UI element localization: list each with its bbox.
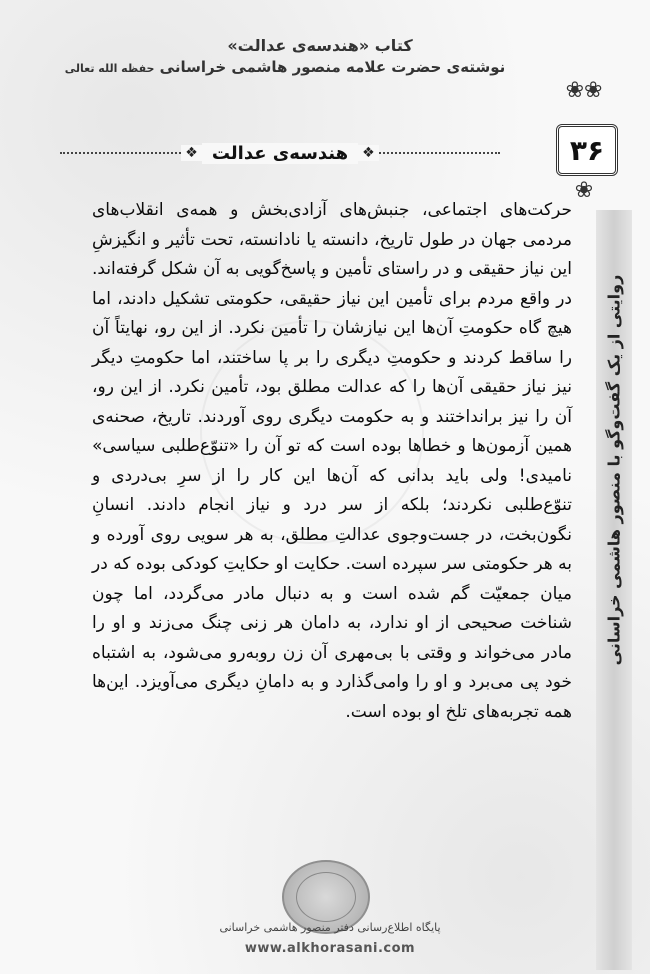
- chapter-header: [60, 138, 500, 168]
- footer-credit: پایگاه اطلاع‌رسانی دفتر منصور هاشمی خراسانی: [219, 921, 441, 934]
- floral-ornament-icon: ❀: [574, 178, 594, 203]
- author-name: نوشته‌ی حضرت علامه منصور هاشمی خراسانی: [159, 58, 506, 76]
- seal-inner-ring: [296, 872, 356, 922]
- ornament-right-icon: ❖: [358, 145, 379, 161]
- running-title: روایتی از یک گفت‌وگو با منصور هاشمی خراسانی: [604, 274, 624, 666]
- floral-ornament-icon: ❀❀: [565, 78, 603, 103]
- honorific: حفظه الله تعالی: [64, 62, 155, 75]
- author-line: [20, 58, 550, 76]
- ornament-left-icon: ❖: [181, 145, 202, 161]
- body-paragraph: حرکت‌های اجتماعی، جنبش‌های آزادی‌بخش و همه‌ی انقلاب‌های مردمی جهان در طول تاریخ، دانسته یا نادانسته، تحت تأثیر و انگیزشِ این نیاز حقیقی و در راستای تأمین و پاسخ‌گویی به آن شکل گرفته‌اند. در واقع مردم برای تأمین این نیاز حقیقی، حکومتی تشکیل دادند، اما هیچ گاه حکومتِ آن‌ها این نیازشان را تأمین نکرد. از این رو، نهایتاً آن را ساقط کردند و حکومتِ دیگری را بر پا ساختند، اما حکومتِ دیگر نیز نیاز حقیقی آن‌ها را که عدالت مطلق بود، تأمین نکرد. از این رو، آن را نیز برانداختند و به حکومت دیگری روی آوردند. تاریخ، صحنه‌ی همین آزمون‌ها و خطاها بوده است که تو آن را «تنوّع‌طلبی سیاسی» نامیدی! ولی باید بدانی که آن‌ها این کار را از سرِ بی‌دردی و تنوّع‌طلبی نکردند؛ بلکه از سر درد و نیاز انجام دادند. انسانِ نگون‌بخت، در جست‌وجوی عدالتِ مطلق، به هر سویی روی آورده و به هر حکومتی سر سپرده است. حکایت او حکایتِ کودکی بوده که در میان جمعیّت گم شده است و به دنبال مادر می‌گردد، اما چون شناخت صحیحی از او ندارد، به دامان هر زنی چنگ می‌زند و او را مادر می‌خواند و وقتی با بی‌مهری آن زن روبه‌رو می‌شود، به اشتباه خود پی می‌برد و او را وامی‌گذارد و به دامانِ دیگری می‌آویزد. این‌ها همه تجربه‌های تلخ او بوده است.: [92, 200, 572, 722]
- page-number: ۳۶: [556, 124, 618, 176]
- book-title: کتاب «هندسه‌ی عدالت»: [227, 36, 413, 55]
- chapter-title: هندسه‌ی عدالت: [202, 143, 358, 164]
- website-link[interactable]: www.alkhorasani.com: [244, 941, 416, 956]
